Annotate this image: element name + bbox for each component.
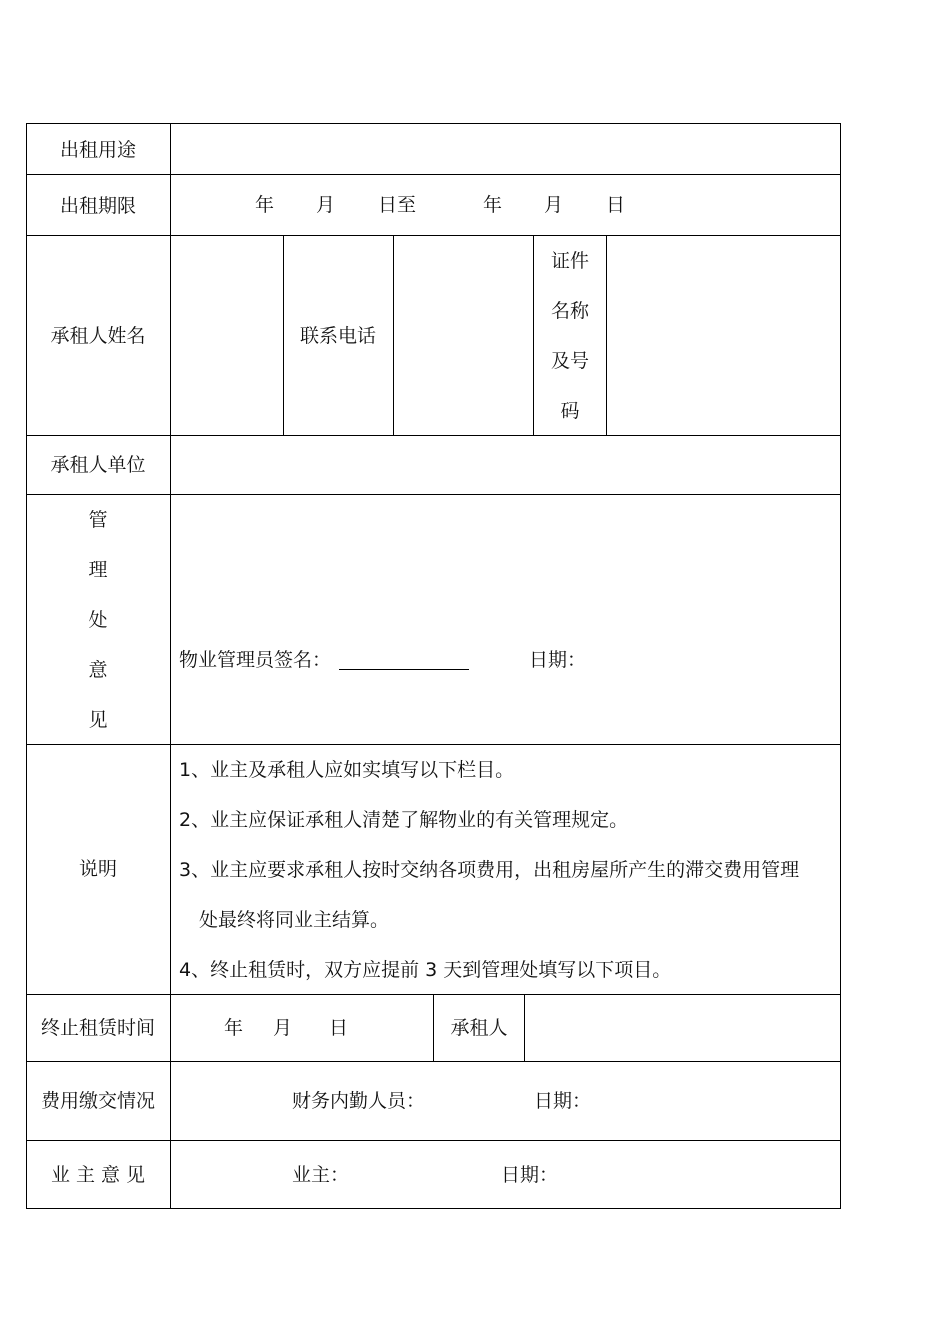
rental-registration-form [26, 123, 841, 1209]
id-document-input-cell[interactable] [607, 236, 840, 435]
owner-date-label: 日期： [501, 1164, 559, 1186]
owner-opinion-label: 业 主 意 见 [50, 1164, 146, 1186]
cell-divider [433, 994, 434, 1061]
period-year-1: 年 [255, 194, 275, 216]
management-opinion-label-char: 意 [88, 659, 108, 681]
manager-signature-line[interactable] [339, 669, 469, 670]
management-opinion-label [26, 495, 170, 745]
tenant-name-label: 承租人姓名 [50, 325, 146, 347]
note-line: 2、业主应保证承租人清楚了解物业的有关管理规定。 [179, 809, 629, 831]
tenant-name-input-cell[interactable] [171, 236, 283, 435]
id-document-label-line: 及号 [550, 350, 589, 372]
period-year-2: 年 [483, 194, 503, 216]
id-document-label-line: 码 [560, 400, 580, 422]
management-opinion-label-char: 处 [88, 609, 108, 631]
period-month-1: 月 [316, 194, 336, 216]
management-opinion-label-char: 管 [88, 509, 108, 531]
contact-phone-input-cell[interactable] [394, 236, 533, 435]
contact-phone-label: 联系电话 [299, 325, 377, 347]
fee-date-label: 日期： [534, 1090, 592, 1112]
owner-label: 业主： [292, 1164, 350, 1186]
cell-divider [283, 235, 284, 435]
row-divider [26, 1061, 841, 1062]
usage-label: 出租用途 [59, 139, 137, 161]
note-line: 1、业主及承租人应如实填写以下栏目。 [179, 759, 515, 781]
management-opinion-label-char: 见 [88, 709, 108, 731]
tenant-label: 承租人 [450, 1017, 508, 1039]
fee-status-label: 费用缴交情况 [40, 1090, 156, 1112]
termination-month: 月 [273, 1017, 293, 1039]
termination-year: 年 [224, 1017, 244, 1039]
border-right [840, 123, 841, 1209]
period-day-to: 日至 [378, 194, 417, 216]
id-document-label-line: 证件 [550, 250, 589, 272]
row-divider [26, 174, 841, 175]
id-document-label [534, 236, 606, 436]
termination-time-label: 终止租赁时间 [40, 1017, 156, 1039]
note-line: 处最终将同业主结算。 [199, 909, 390, 931]
border-bottom [26, 1208, 841, 1209]
termination-day: 日 [329, 1017, 349, 1039]
finance-staff-label: 财务内勤人员： [292, 1090, 426, 1112]
tenant-company-input-cell[interactable] [171, 436, 840, 494]
usage-input-cell[interactable] [171, 124, 840, 174]
period-month-2: 月 [544, 194, 564, 216]
tenant-company-label: 承租人单位 [50, 454, 146, 476]
id-document-label-line: 名称 [550, 300, 589, 322]
tenant-signature-cell[interactable] [525, 995, 840, 1061]
note-line: 4、终止租赁时，双方应提前 3 天到管理处填写以下项目。 [179, 959, 672, 981]
period-day-2: 日 [606, 194, 626, 216]
management-date-label: 日期： [529, 649, 587, 671]
note-line: 3、业主应要求承租人按时交纳各项费用，出租房屋所产生的滞交费用管理 [179, 859, 800, 881]
notes-label: 说明 [78, 858, 118, 880]
row-divider [26, 1140, 841, 1141]
management-opinion-label-char: 理 [88, 559, 108, 581]
manager-signature-label: 物业管理员签名： [179, 649, 332, 671]
period-label: 出租期限 [59, 195, 137, 217]
